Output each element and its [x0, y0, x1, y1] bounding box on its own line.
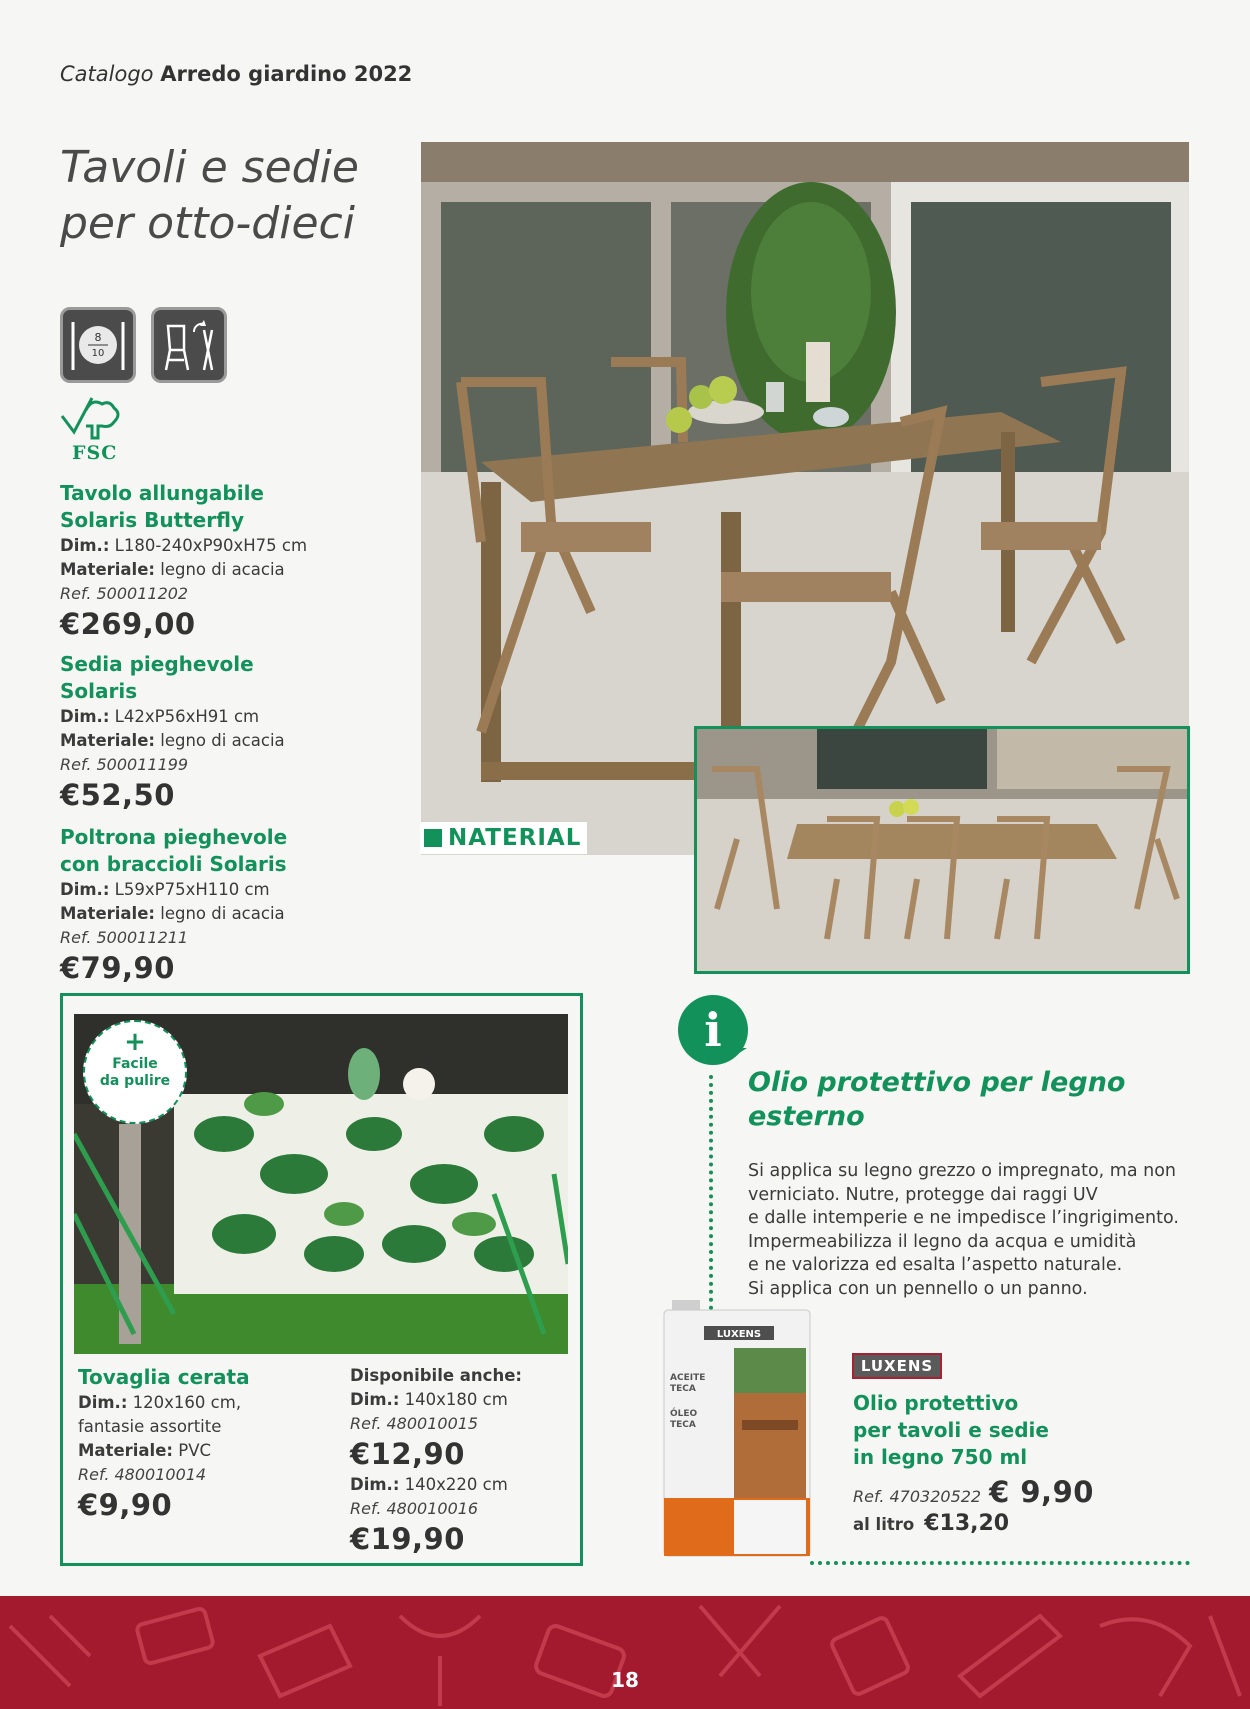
oil-can-illustration — [662, 1300, 812, 1558]
tablecloth-dim: Dim.: 120x160 cm, — [78, 1393, 242, 1412]
tablecloth-price: €9,90 — [78, 1488, 173, 1522]
inset-photo — [694, 726, 1190, 974]
fsc-logo — [58, 392, 128, 472]
product-material: Materiale: legno di acacia — [60, 560, 285, 579]
fsc-tree-icon — [58, 392, 128, 442]
product-table — [60, 480, 380, 643]
oil-name-line1: Olio protettivo — [853, 1391, 1019, 1415]
product-dim: Dim.: L180-240xP90xH75 cm — [60, 536, 308, 555]
can-text4: TECA — [670, 1420, 696, 1430]
tools-pattern — [0, 1596, 1250, 1709]
page-title-line2: per otto-dieci — [60, 198, 355, 249]
naterial-logo-icon — [424, 829, 442, 847]
info-icon: i — [678, 995, 748, 1065]
oil-ref: Ref. 470320522 — [853, 1487, 982, 1506]
info-title-line2: esterno — [748, 1101, 865, 1132]
oil-name-line3: in legno 750 ml — [853, 1445, 1028, 1469]
info-desc-line: verniciato. Nutre, protegge dai raggi UV — [748, 1184, 1098, 1205]
info-title — [748, 1066, 1168, 1134]
oil-product-info — [853, 1390, 1183, 1537]
variant-ref: Ref. 480010016 — [350, 1499, 479, 1518]
product-name-line1: Tavolo allungabile — [60, 481, 264, 505]
can-brand: LUXENS — [716, 1329, 762, 1340]
product-price: €79,90 — [60, 951, 175, 985]
dotted-divider-horizontal — [810, 1561, 1190, 1565]
catalog-title: Arredo giardino 2022 — [160, 62, 413, 86]
product-price: €269,00 — [60, 607, 196, 641]
dotted-divider-vertical — [709, 1075, 713, 1310]
info-icon-tail — [725, 1048, 747, 1062]
product-dim: Dim.: L42xP56xH91 cm — [60, 707, 260, 726]
product-name-line2: con braccioli Solaris — [60, 852, 287, 876]
tablecloth-info — [78, 1364, 318, 1524]
per-litre-price: €13,20 — [924, 1511, 1010, 1536]
variant-price: €12,90 — [350, 1437, 465, 1471]
product-name-line1: Sedia pieghevole — [60, 652, 254, 676]
variant-dim: Dim.: 140x180 cm — [350, 1390, 508, 1409]
page-number: 18 — [611, 1668, 639, 1692]
footer-band — [0, 1596, 1250, 1709]
product-material: Materiale: legno di acacia — [60, 731, 285, 750]
product-dim: Dim.: L59xP75xH110 cm — [60, 880, 270, 899]
also-available-label: Disponibile anche: — [350, 1366, 522, 1385]
naterial-brand — [420, 822, 587, 854]
page-title — [60, 140, 390, 252]
catalog-label: Catalogo — [60, 62, 154, 86]
plate-cutlery-icon — [63, 310, 133, 380]
info-desc-line: Si applica su legno grezzo o impregnato, ma non — [748, 1161, 1177, 1181]
variant-price: €19,90 — [350, 1522, 465, 1556]
can-text2: TECA — [670, 1384, 696, 1394]
product-ref: Ref. 500011199 — [60, 755, 189, 774]
product-material: Materiale: legno di acacia — [60, 904, 285, 923]
product-price: €52,50 — [60, 778, 175, 812]
per-litre-label: al litro — [853, 1515, 915, 1534]
variant-ref: Ref. 480010015 — [350, 1414, 479, 1433]
can-text1: ACEITE — [670, 1373, 706, 1383]
product-chair — [60, 651, 380, 814]
tablecloth-ref: Ref. 480010014 — [78, 1465, 207, 1484]
plus-icon: + — [124, 1027, 146, 1057]
seats-bottom: 10 — [91, 348, 105, 359]
info-desc-line: e dalle intemperie e ne impedisce l’ingrigimento. — [748, 1208, 1179, 1228]
seats-top: 8 — [94, 331, 102, 344]
folding-chair-icon — [154, 310, 224, 380]
naterial-label: NATERIAL — [448, 825, 582, 851]
folding-badge — [151, 307, 227, 383]
info-description — [748, 1160, 1188, 1301]
bubble-line2: da pulire — [99, 1073, 171, 1089]
oil-price-row — [853, 1473, 1183, 1511]
tablecloth-name: Tovaglia cerata — [78, 1365, 250, 1389]
oil-can-image — [662, 1300, 812, 1558]
oil-name-line2: per tavoli e sedie — [853, 1418, 1049, 1442]
easy-clean-bubble — [83, 1020, 187, 1124]
bubble-line1: Facile — [112, 1056, 158, 1072]
tablecloth-variants — [350, 1364, 570, 1558]
tablecloth-dim-extra: fantasie assortite — [78, 1417, 222, 1436]
seats-badge — [60, 307, 136, 383]
oil-per-litre-row — [853, 1511, 1183, 1537]
product-ref: Ref. 500011202 — [60, 584, 189, 603]
info-title-line1: Olio protettivo per legno — [748, 1067, 1126, 1098]
product-armchair — [60, 824, 380, 987]
fsc-label: FSC — [72, 442, 118, 464]
luxens-logo: LUXENS — [852, 1353, 942, 1379]
page-title-line1: Tavoli e sedie — [60, 142, 359, 193]
can-text3: ÓLEO — [670, 1409, 698, 1419]
product-name-line2: Solaris — [60, 679, 138, 703]
info-desc-line: Si applica con un pennello o un panno. — [748, 1278, 1088, 1299]
product-ref: Ref. 500011211 — [60, 928, 189, 947]
info-desc-line: Impermeabilizza il legno da acqua e umidità — [748, 1231, 1137, 1252]
variant-dim: Dim.: 140x220 cm — [350, 1475, 508, 1494]
oil-price: € 9,90 — [989, 1475, 1094, 1509]
tablecloth-material: Materiale: PVC — [78, 1441, 212, 1460]
product-name-line2: Solaris Butterfly — [60, 508, 244, 532]
product-name-line1: Poltrona pieghevole — [60, 825, 288, 849]
dining-set-scene — [697, 729, 1187, 971]
catalog-header — [60, 62, 412, 86]
info-desc-line: e ne valorizza ed esalta l’aspetto naturale. — [748, 1255, 1123, 1275]
